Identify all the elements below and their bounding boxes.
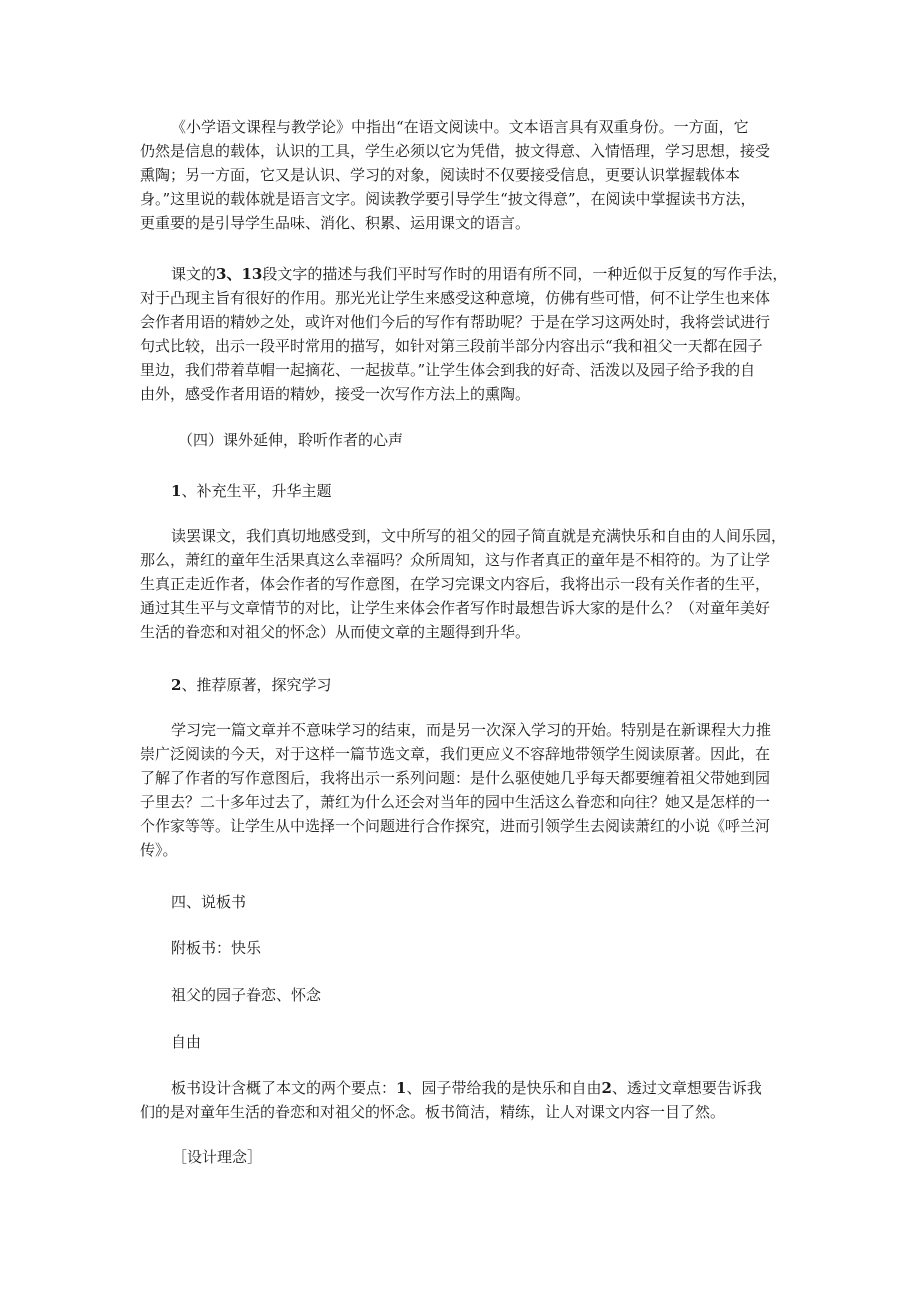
blackboard-line-garden: 祖父的园子眷恋、怀念 bbox=[171, 986, 322, 1004]
text-line: 《小学语文课程与教学论》中指出“在语文阅读中。文本语言具有双重身份。一方面，它 bbox=[171, 118, 749, 136]
text-segment: 、透过文章想要告诉我 bbox=[611, 1079, 762, 1097]
text-line: 会作者用语的精妙之处，或许对他们今后的写作有帮助呢？于是在学习这两处时，我将尝试进行 bbox=[140, 313, 771, 331]
paragraph-blackboard-design bbox=[140, 1076, 792, 1124]
text-line: 学习完一篇文章并不意味学习的结束，而是另一次深入学习的开始。特别是在新课程大力推 bbox=[171, 721, 772, 739]
point-number: 2 bbox=[601, 1079, 612, 1097]
subheading-text: 、补充生平，升华主题 bbox=[181, 482, 332, 500]
text-line: 里边，我们带着草帽一起摘花、一起拔草。”让学生体会到我的好奇、活泼以及园子给予我的自 bbox=[140, 361, 756, 379]
text-segment: 、园子带给我的是快乐和自由 bbox=[406, 1079, 602, 1097]
paragraph-number-ref: 3、13 bbox=[216, 265, 263, 283]
text-line: 熏陶；另一方面，它又是认识、学习的对象，阅读时不仅要接受信息，更要认识掌握载体本 bbox=[140, 166, 741, 184]
text-line bbox=[140, 1076, 792, 1100]
subheading-original-work bbox=[171, 673, 331, 697]
text-line: 子里去？二十多年过去了，萧红为什么还会对当年的园中生活这么眷恋和向往？她又是怎样的一 bbox=[140, 793, 771, 811]
text-line: 读罢课文，我们真切地感受到，文中所写的祖父的园子简直就是充满快乐和自由的人间乐园， bbox=[171, 527, 787, 545]
subheading-number: 2 bbox=[171, 676, 182, 694]
text-line: 个作家等等。让学生从中选择一个问题进行合作探究，进而引领学生去阅读萧红的小说《呼兰河 bbox=[140, 817, 771, 835]
text-line: 崇广泛阅读的今天，对于这样一篇节选文章，我们更应义不容辞地带领学生阅读原著。因此，在 bbox=[140, 745, 771, 763]
paragraph-reading-original bbox=[140, 718, 792, 862]
point-number: 1 bbox=[396, 1079, 407, 1097]
text-line: 传》。 bbox=[140, 841, 178, 859]
text-segment: 段文字的描述与我们平时写作时的用语有所不同，一种近似于反复的写作手法， bbox=[262, 265, 788, 283]
section-heading-extension: （四）课外延伸，聆听作者的心声 bbox=[178, 431, 404, 449]
text-line: 仍然是信息的载体，认识的工具，学生必须以它为凭借，披文得意、入情悟理，学习思想，接受 bbox=[140, 142, 771, 160]
section-heading-design-concept: ［设计理念］ bbox=[172, 1148, 263, 1166]
text-line: 们的是对童年生活的眷恋和对祖父的怀念。板书简洁，精练，让人对课文内容一目了然。 bbox=[140, 1103, 726, 1121]
blackboard-line-happy: 附板书：快乐 bbox=[171, 939, 262, 957]
section-heading-blackboard: 四、说板书 bbox=[171, 893, 247, 911]
text-line: 更重要的是引导学生品味、消化、积累、运用课文的语言。 bbox=[140, 214, 531, 232]
subheading-biography bbox=[171, 479, 331, 503]
text-line: 由外，感受作者用语的精妙，接受一次写作方法上的熏陶。 bbox=[140, 385, 531, 403]
text-line: 了解了作者的写作意图后，我将出示一系列问题：是什么驱使她几乎每天都要缠着祖父带她到园 bbox=[140, 769, 771, 787]
text-line: 生活的眷恋和对祖父的怀念）从而使文章的主题得到升华。 bbox=[140, 623, 531, 641]
text-line: 对于凸现主旨有很好的作用。那光光让学生来感受这种意境，仿佛有些可惜，何不让学生也来体 bbox=[140, 289, 771, 307]
paragraph-writing-technique bbox=[140, 262, 792, 406]
text-line: 那么，萧红的童年生活果真这么幸福吗？众所周知，这与作者真正的童年是不相符的。为了让学 bbox=[140, 551, 771, 569]
text-segment: 板书设计含概了本文的两个要点： bbox=[171, 1079, 397, 1097]
paragraph-curriculum-quote bbox=[140, 115, 792, 235]
subheading-number: 1 bbox=[171, 482, 182, 500]
text-line: 句式比较，出示一段平时常用的描写，如针对第三段前半部分内容出示“我和祖父一天都在园子 bbox=[140, 337, 763, 355]
paragraph-author-life bbox=[140, 524, 792, 644]
text-line bbox=[140, 262, 792, 286]
blackboard-line-freedom: 自由 bbox=[171, 1033, 202, 1051]
subheading-text: 、推荐原著，探究学习 bbox=[181, 676, 332, 694]
text-line: 身。”这里说的载体就是语言文字。阅读教学要引导学生“披文得意”，在阅读中掌握读书方法， bbox=[140, 190, 756, 208]
text-line: 通过其生平与文章情节的对比，让学生来体会作者写作时最想告诉大家的是什么？（对童年美好 bbox=[140, 599, 771, 617]
text-line: 生真正走近作者，体会作者的写作意图，在学习完课文内容后，我将出示一段有关作者的生平， bbox=[140, 575, 771, 593]
text-segment: 课文的 bbox=[171, 265, 217, 283]
